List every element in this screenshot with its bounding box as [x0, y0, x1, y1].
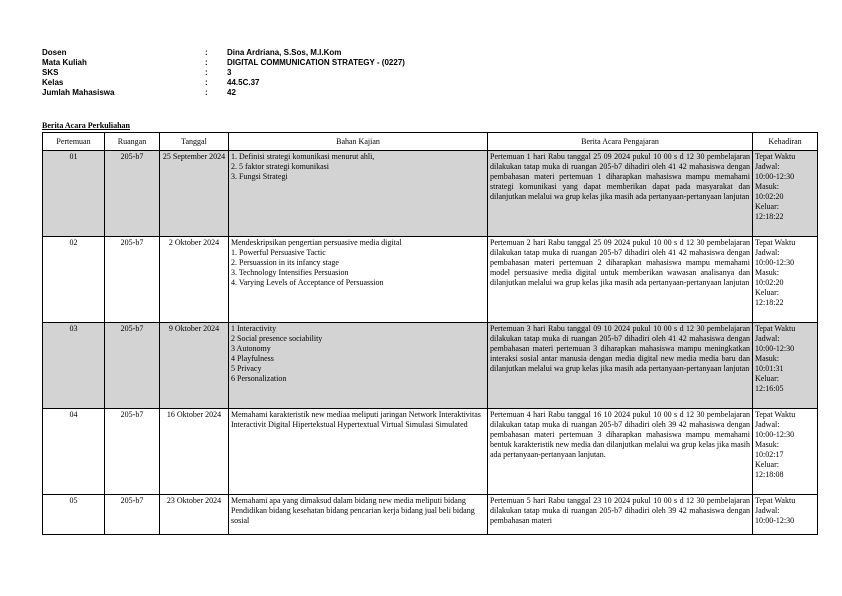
- info-label: Jumlah Mahasiswa: [42, 88, 115, 97]
- kehadiran-line: 10:00-12:30: [755, 344, 795, 353]
- info-row-jumlah-mahasiswa: [42, 88, 405, 98]
- info-value: DIGITAL COMMUNICATION STRATEGY - (0227): [227, 58, 405, 67]
- bahan-kajian-line: 2 Social presence sociability: [231, 334, 323, 343]
- cell-tanggal: 16 Oktober 2024: [160, 409, 229, 495]
- cell-ruangan: 205-b7: [105, 151, 160, 237]
- header-bahan-kajian: Bahan Kajian: [229, 133, 488, 151]
- kehadiran-line: 10:02:20: [755, 192, 784, 201]
- kehadiran-line: 12:16:05: [755, 384, 784, 393]
- kehadiran-line: Jadwal:: [755, 334, 780, 343]
- info-label: Mata Kuliah: [42, 58, 87, 67]
- kehadiran-line: 10:00-12:30: [755, 516, 795, 525]
- kehadiran-line: 10:02:20: [755, 278, 784, 287]
- info-label: SKS: [42, 68, 59, 77]
- kehadiran-line: Tepat Waktu: [755, 496, 796, 505]
- kehadiran-line: Keluar:: [755, 460, 779, 469]
- info-colon: :: [205, 58, 208, 67]
- bahan-kajian-line: 4 Playfulness: [231, 354, 274, 363]
- info-row-mata-kuliah: [42, 58, 405, 68]
- berita-acara-table: [42, 132, 818, 535]
- kehadiran-line: Jadwal:: [755, 248, 780, 257]
- bahan-kajian-line: 6 Personalization: [231, 374, 287, 383]
- info-row-kelas: [42, 78, 405, 88]
- cell-tanggal: 23 Oktober 2024: [160, 495, 229, 535]
- kehadiran-line: Masuk:: [755, 182, 779, 191]
- header-pertemuan: Pertemuan: [43, 133, 105, 151]
- info-row-dosen: [42, 48, 405, 58]
- bahan-kajian-line: 1 Interactivity: [231, 324, 277, 333]
- kehadiran-line: Keluar:: [755, 288, 779, 297]
- cell-berita-acara: Pertemuan 5 hari Rabu tanggal 23 10 2024 pukul 10 00 s d 12 30 pembelajaran dilakukan tatap muka di ruangan 205-b7 dihadiri oleh 39 42 mahasiswa dengan pembahasan materi: [488, 495, 753, 535]
- kehadiran-line: 10:02:17: [755, 450, 784, 459]
- cell-berita-acara: Pertemuan 1 hari Rabu tanggal 25 09 2024 pukul 10 00 s d 12 30 pembelajaran dilakukan tatap muka di ruangan 205-b7 dihadiri oleh 41 42 mahasiswa dengan pembahasan materi pertemuan 1 diharapkan mahasiswa mampu memahami strategi komunikasi yang dapat memberikan dapat pada masyarakat dan dilanjutkan melalui wa grup kelas jika masih ada pertanyaan-pertanyaan lanjutan: [488, 151, 753, 237]
- kehadiran-line: Masuk:: [755, 354, 779, 363]
- cell-bahan-kajian: [229, 237, 488, 323]
- table-row: [43, 151, 818, 237]
- kehadiran-line: Jadwal:: [755, 420, 780, 429]
- header-berita-acara: Berita Acara Pengajaran: [488, 133, 753, 151]
- kehadiran-line: 10:00-12:30: [755, 430, 795, 439]
- info-row-sks: [42, 68, 405, 78]
- info-label: Kelas: [42, 78, 64, 87]
- cell-berita-acara: Pertemuan 3 hari Rabu tanggal 09 10 2024 pukul 10 00 s d 12 30 pembelajaran dilakukan tatap muka di ruangan 205-b7 dihadiri oleh 41 42 mahasiswa dengan pembahasan materi pertemuan 3 diharapkan mahasiswa mampu meningkatkan interaksi sosial antar manusia dengan media digital new media media baru dan dilanjutkan melalui wa grup kelas jika masih ada pertanyaan-pertanyaan lanjutan: [488, 323, 753, 409]
- bahan-kajian-line: 2. 5 faktor strategi komunikasi: [231, 162, 329, 171]
- kehadiran-line: Masuk:: [755, 268, 779, 277]
- cell-pertemuan: 03: [43, 323, 105, 409]
- info-colon: :: [205, 68, 208, 77]
- bahan-kajian-line: 3. Fungsi Strategi: [231, 172, 288, 181]
- info-colon: :: [205, 88, 208, 97]
- cell-ruangan: 205-b7: [105, 237, 160, 323]
- cell-berita-acara: Pertemuan 4 hari Rabu tanggal 16 10 2024 pukul 10 00 s d 12 30 pembelajaran dilakukan tatap muka di ruangan 205-b7 dihadiri oleh 39 42 mahasiswa dengan pembahasan materi pertemuan 3 diharapkan mahasiswa mampu memahami bentuk karakteristik new media dan dilanjutkan melalui wa grup kelas jika masih ada pertanyaan-pertanyaan lanjutan.: [488, 409, 753, 495]
- cell-kehadiran: [753, 151, 818, 237]
- kehadiran-line: Tepat Waktu: [755, 152, 796, 161]
- bahan-kajian-line: 1. Powerful Persuasive Tactic: [231, 248, 326, 257]
- bahan-kajian-line: Memahami karakteristik new mediaa meliputi jaringan Network Interaktivitas Interactivit Digital Hipertekstual Hypertextual Virtual Simulasi Simulated: [231, 410, 481, 429]
- cell-tanggal: 9 Oktober 2024: [160, 323, 229, 409]
- table-row: [43, 323, 818, 409]
- cell-bahan-kajian: [229, 495, 488, 535]
- cell-pertemuan: 04: [43, 409, 105, 495]
- info-colon: :: [205, 78, 208, 87]
- table-row: [43, 237, 818, 323]
- cell-berita-acara: Pertemuan 2 hari Rabu tanggal 25 09 2024 pukul 10 00 s d 12 30 pembelajaran dilakukan tatap muka di ruangan 205-b7 dihadiri oleh 41 42 mahasiswa dengan pembahasan materi pertemuan 2 diharapkan mahasiswa mampu memahami model persuasive media digital untuk memberikan wawasan analisanya dan dilanjutkan melalui wa grup kelas jika masih ada pertanyaan-pertanyaan lanjutan: [488, 237, 753, 323]
- kehadiran-line: 10:01:31: [755, 364, 784, 373]
- cell-kehadiran: [753, 409, 818, 495]
- table-row: [43, 495, 818, 535]
- kehadiran-line: Jadwal:: [755, 506, 780, 515]
- cell-pertemuan: 05: [43, 495, 105, 535]
- info-value: 44.5C.37: [227, 78, 260, 87]
- kehadiran-line: 12:18:22: [755, 212, 784, 221]
- bahan-kajian-line: 3 Autonomy: [231, 344, 271, 353]
- cell-kehadiran: [753, 323, 818, 409]
- info-label: Dosen: [42, 48, 67, 57]
- bahan-kajian-line: 4. Varying Levels of Acceptance of Persuassion: [231, 278, 384, 287]
- section-title: Berita Acara Perkuliahan: [42, 121, 130, 130]
- info-value: 42: [227, 88, 236, 97]
- bahan-kajian-line: Memahami apa yang dimaksud dalam bidang new media meliputi bidang Pendidikan bidang kesehatan bidang pencarian kerja bidang jual beli bidang sosial: [231, 496, 475, 525]
- header-ruangan: Ruangan: [105, 133, 160, 151]
- kehadiran-line: 10:00-12:30: [755, 172, 795, 181]
- kehadiran-line: 10:00-12:30: [755, 258, 795, 267]
- cell-ruangan: 205-b7: [105, 409, 160, 495]
- cell-ruangan: 205-b7: [105, 323, 160, 409]
- table-header-row: [43, 133, 818, 151]
- kehadiran-line: Tepat Waktu: [755, 324, 796, 333]
- cell-ruangan: 205-b7: [105, 495, 160, 535]
- table-row: [43, 409, 818, 495]
- cell-kehadiran: [753, 237, 818, 323]
- bahan-kajian-line: 5 Privacy: [231, 364, 262, 373]
- cell-bahan-kajian: [229, 323, 488, 409]
- cell-kehadiran: [753, 495, 818, 535]
- bahan-kajian-line: 3. Technology Intensifies Persuasion: [231, 268, 349, 277]
- cell-pertemuan: 02: [43, 237, 105, 323]
- cell-bahan-kajian: [229, 151, 488, 237]
- course-info: [42, 48, 405, 98]
- bahan-kajian-line: 1. Definisi strategi komunikasi menurut ahli,: [231, 152, 375, 161]
- cell-tanggal: 2 Oktober 2024: [160, 237, 229, 323]
- kehadiran-line: Masuk:: [755, 440, 779, 449]
- header-tanggal: Tanggal: [160, 133, 229, 151]
- kehadiran-line: 12:18:22: [755, 298, 784, 307]
- kehadiran-line: Jadwal:: [755, 162, 780, 171]
- kehadiran-line: 12:18:08: [755, 470, 784, 479]
- bahan-kajian-line: Mendeskripsikan pengertian persuasive media digital: [231, 238, 402, 247]
- info-colon: :: [205, 48, 208, 57]
- cell-bahan-kajian: [229, 409, 488, 495]
- kehadiran-line: Tepat Waktu: [755, 410, 796, 419]
- kehadiran-line: Keluar:: [755, 374, 779, 383]
- info-value: Dina Ardriana, S.Sos, M.I.Kom: [227, 48, 342, 57]
- info-value: 3: [227, 68, 232, 77]
- kehadiran-line: Keluar:: [755, 202, 779, 211]
- header-kehadiran: Kehadiran: [753, 133, 818, 151]
- cell-pertemuan: 01: [43, 151, 105, 237]
- cell-tanggal: 25 September 2024: [160, 151, 229, 237]
- bahan-kajian-line: 2. Persuassion in its infancy stage: [231, 258, 339, 267]
- kehadiran-line: Tepat Waktu: [755, 238, 796, 247]
